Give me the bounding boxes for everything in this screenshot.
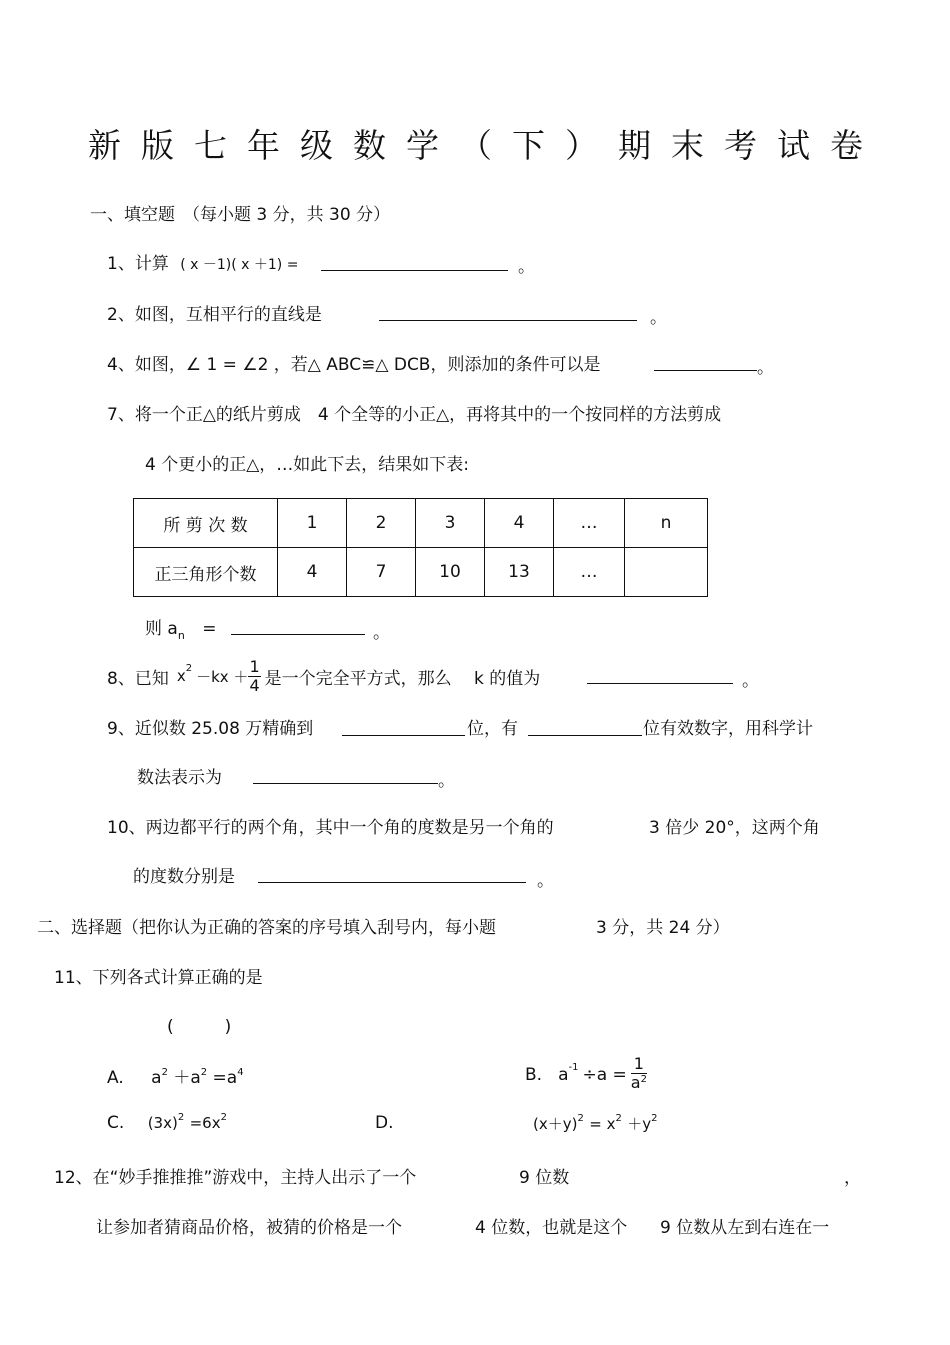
option-d-x: = x — [589, 1115, 616, 1133]
q2-end: 。 — [650, 308, 667, 328]
question-1 — [107, 249, 298, 274]
section-heading-choice-note: 3 分，共 24 分） — [596, 918, 730, 938]
q8-end: 。 — [742, 671, 759, 691]
question-12-line2c: 9 位数从左到右连在一 — [660, 1218, 830, 1238]
section-heading-label: 一、填空题 — [90, 205, 175, 225]
q2-answer-blank[interactable] — [379, 320, 637, 321]
question-12-line1a: 12、在“妙手推推推”游戏中，主持人出示了一个 — [54, 1168, 417, 1188]
q9-answer-blank-3[interactable] — [253, 783, 438, 784]
q9-answer-blank-1[interactable] — [342, 735, 465, 736]
option-a-exp3: 4 — [237, 1067, 244, 1078]
q1-expression: ( x －1)( x ＋1) = — [180, 257, 299, 273]
section-heading-choice: 二、选择题（把你认为正确的答案的序号填入刮号内，每小题 — [37, 918, 496, 938]
q10-answer-blank[interactable] — [258, 882, 526, 883]
table-cell: 13 — [485, 548, 554, 597]
table-cell: 2 — [347, 499, 416, 548]
table-cell: n — [625, 499, 708, 548]
table-row — [134, 548, 708, 597]
q8-answer-blank[interactable] — [587, 683, 733, 684]
option-b-frac-den-base: a — [630, 1073, 641, 1092]
question-9-line2: 数法表示为 — [137, 768, 222, 788]
question-9-part2: 位，有 — [467, 719, 518, 739]
q1-end: 。 — [518, 257, 535, 277]
option-c-exp1: 2 — [177, 1112, 185, 1123]
option-b-frac-num: 1 — [631, 1055, 647, 1074]
table-cell: … — [554, 499, 625, 548]
table-cell: … — [554, 548, 625, 597]
table-cell: 正三角形个数 — [134, 548, 278, 597]
cut-count-table — [133, 498, 708, 597]
q7-answer-sub: n — [177, 629, 185, 642]
question-7-line2: 4 个更小的正△，…如此下去，结果如下表: — [145, 455, 470, 475]
table-cell: 10 — [416, 548, 485, 597]
option-b-exp: -1 — [568, 1061, 579, 1073]
question-4: 4、如图，∠ 1 = ∠2 ，若△ ABC≌△ DCB，则添加的条件可以是 — [107, 355, 601, 375]
q1-answer-blank[interactable] — [321, 270, 508, 271]
option-b[interactable] — [525, 1052, 647, 1098]
option-b-label: B. — [525, 1065, 543, 1085]
question-12-line2a: 让参加者猜商品价格，被猜的价格是一个 — [96, 1218, 402, 1238]
section-heading-fill-blank — [90, 200, 390, 225]
question-10-line1a: 10、两边都平行的两个角，其中一个角的度数是另一个角的 — [107, 818, 554, 838]
section-heading-note: （每小题 3 分，共 30 分） — [183, 205, 391, 225]
q8-exp: 2 — [185, 662, 193, 674]
option-a-result: =a — [212, 1068, 238, 1088]
option-b-div: ÷a = — [582, 1065, 627, 1085]
option-d-label[interactable]: D. — [375, 1113, 394, 1133]
q8-frac-num: 1 — [249, 656, 260, 676]
q8-fraction — [248, 658, 260, 695]
option-c-exp2: 2 — [220, 1112, 227, 1123]
table-row — [134, 499, 708, 548]
q8-prefix: 8、已知 — [107, 668, 169, 689]
q4-answer-blank[interactable] — [654, 370, 757, 371]
option-a-label: A. — [107, 1068, 124, 1088]
option-d[interactable] — [533, 1113, 658, 1134]
table-cell: 3 — [416, 499, 485, 548]
option-c[interactable] — [107, 1113, 227, 1133]
table-cell: 4 — [485, 499, 554, 548]
table-cell: 所 剪 次 数 — [134, 499, 278, 548]
q7-end: 。 — [373, 623, 390, 643]
q9-end: 。 — [438, 771, 455, 791]
option-a-base: a — [151, 1068, 162, 1088]
option-d-exp1: 2 — [577, 1113, 584, 1124]
option-b-frac-den — [631, 1074, 647, 1095]
option-a-plus: ＋a — [173, 1068, 201, 1088]
q9-answer-blank-2[interactable] — [528, 735, 642, 736]
option-d-exp3: 2 — [651, 1113, 658, 1124]
option-d-y: ＋y — [627, 1115, 652, 1133]
question-8 — [107, 654, 540, 698]
option-d-exp2: 2 — [615, 1113, 622, 1124]
q1-prefix: 1、计算 — [107, 254, 169, 274]
q10-end: 。 — [537, 871, 554, 891]
question-10-line2: 的度数分别是 — [133, 867, 235, 887]
question-10-line1b: 3 倍少 20°，这两个角 — [649, 818, 820, 838]
option-c-label: C. — [107, 1113, 125, 1133]
option-c-result: =6x — [189, 1114, 221, 1132]
option-c-base: (3x) — [147, 1114, 178, 1132]
question-9-part3: 位有效数字，用科学计 — [643, 719, 813, 739]
option-b-frac-den-exp: 2 — [640, 1074, 647, 1085]
question-12-line2b: 4 位数，也就是这个 — [475, 1218, 628, 1238]
question-2: 2、如图，互相平行的直线是 — [107, 305, 322, 325]
q8-x: x — [176, 667, 186, 685]
table-answer-cell[interactable] — [625, 548, 708, 597]
question-9-part1: 9、近似数 25.08 万精确到 — [107, 719, 314, 739]
q4-end: 。 — [757, 358, 774, 378]
q8-frac-den: 4 — [249, 675, 260, 695]
option-b-fraction — [631, 1055, 647, 1095]
table-cell: 7 — [347, 548, 416, 597]
q11-answer-paren[interactable]: ( ) — [167, 1017, 232, 1037]
option-d-base: (x＋y) — [533, 1115, 578, 1133]
q8-text: 是一个完全平方式，那么 k 的值为 — [264, 668, 541, 689]
question-7-line1: 7、将一个正△的纸片剪成 4 个全等的小正△，再将其中的一个按同样的方法剪成 — [107, 405, 722, 425]
option-a-exp1: 2 — [161, 1067, 168, 1078]
q7-answer-eq: = — [202, 619, 217, 639]
question-12-line1c: ， — [844, 1168, 861, 1188]
option-a[interactable] — [107, 1063, 244, 1088]
q7-answer-blank[interactable] — [231, 634, 365, 635]
q8-mid: －kx ＋ — [196, 667, 249, 686]
option-a-exp2: 2 — [200, 1067, 208, 1078]
table-cell: 4 — [278, 548, 347, 597]
table-cell: 1 — [278, 499, 347, 548]
q7-answer-prefix: 则 a — [145, 619, 178, 639]
page-title: 新版七年级数学（下）期末考试卷 — [88, 126, 883, 165]
option-b-base: a — [558, 1065, 569, 1085]
question-11: 11、下列各式计算正确的是 — [54, 968, 263, 988]
q7-answer-line — [145, 614, 217, 642]
question-12-line1b: 9 位数 — [519, 1168, 570, 1188]
